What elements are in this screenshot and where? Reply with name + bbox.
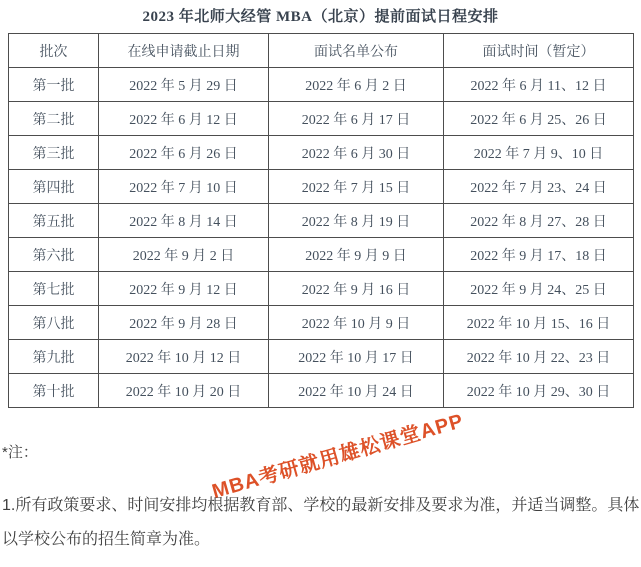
cell-apply-deadline: 2022 年 5 月 29 日 [99,68,269,102]
cell-apply-deadline: 2022 年 8 月 14 日 [99,204,269,238]
cell-interview-time: 2022 年 8 月 27、28 日 [444,204,634,238]
cell-list-publish: 2022 年 10 月 17 日 [269,340,444,374]
cell-list-publish: 2022 年 7 月 15 日 [269,170,444,204]
cell-batch: 第二批 [9,102,99,136]
cell-list-publish: 2022 年 8 月 19 日 [269,204,444,238]
cell-interview-time: 2022 年 7 月 9、10 日 [444,136,634,170]
cell-batch: 第三批 [9,136,99,170]
cell-apply-deadline: 2022 年 9 月 2 日 [99,238,269,272]
cell-list-publish: 2022 年 10 月 9 日 [269,306,444,340]
cell-apply-deadline: 2022 年 6 月 26 日 [99,136,269,170]
cell-interview-time: 2022 年 10 月 15、16 日 [444,306,634,340]
cell-list-publish: 2022 年 6 月 30 日 [269,136,444,170]
cell-interview-time: 2022 年 10 月 22、23 日 [444,340,634,374]
cell-apply-deadline: 2022 年 9 月 28 日 [99,306,269,340]
cell-interview-time: 2022 年 9 月 24、25 日 [444,272,634,306]
table-row [9,68,634,102]
interview-schedule-table [8,33,634,408]
cell-batch: 第七批 [9,272,99,306]
cell-interview-time: 2022 年 10 月 29、30 日 [444,374,634,408]
table-row [9,340,634,374]
table-row [9,238,634,272]
cell-apply-deadline: 2022 年 10 月 20 日 [99,374,269,408]
column-header-batch: 批次 [9,34,99,68]
cell-apply-deadline: 2022 年 10 月 12 日 [99,340,269,374]
cell-list-publish: 2022 年 9 月 16 日 [269,272,444,306]
cell-list-publish: 2022 年 9 月 9 日 [269,238,444,272]
cell-batch: 第六批 [9,238,99,272]
table-row [9,204,634,238]
cell-interview-time: 2022 年 6 月 25、26 日 [444,102,634,136]
cell-batch: 第一批 [9,68,99,102]
note-line-1: 1.所有政策要求、时间安排均根据教育部、学校的最新安排及要求为准，并适当调整。具体 [2,497,640,514]
cell-interview-time: 2022 年 6 月 11、12 日 [444,68,634,102]
note-line-2: 以学校公布的招生简章为准。 [2,531,211,548]
cell-apply-deadline: 2022 年 7 月 10 日 [99,170,269,204]
cell-batch: 第四批 [9,170,99,204]
cell-batch: 第十批 [9,374,99,408]
watermark-text: MBA考研就用雄松课堂APP [209,410,467,504]
header-row [9,34,634,68]
cell-list-publish: 2022 年 10 月 24 日 [269,374,444,408]
cell-apply-deadline: 2022 年 9 月 12 日 [99,272,269,306]
table-row [9,306,634,340]
table-row [9,136,634,170]
column-header-list-publish: 面试名单公布 [269,34,444,68]
table-row [9,170,634,204]
table-row [9,102,634,136]
cell-apply-deadline: 2022 年 6 月 12 日 [99,102,269,136]
cell-batch: 第八批 [9,306,99,340]
column-header-interview-time: 面试时间（暂定） [444,34,634,68]
table-row [9,374,634,408]
cell-list-publish: 2022 年 6 月 17 日 [269,102,444,136]
cell-interview-time: 2022 年 7 月 23、24 日 [444,170,634,204]
note-paragraph [2,489,641,557]
column-header-apply-deadline: 在线申请截止日期 [99,34,269,68]
page-title: 2023 年北师大经管 MBA（北京）提前面试日程安排 [142,9,499,25]
note-label: *注： [2,444,38,461]
cell-interview-time: 2022 年 9 月 17、18 日 [444,238,634,272]
table-row [9,272,634,306]
cell-list-publish: 2022 年 6 月 2 日 [269,68,444,102]
cell-batch: 第九批 [9,340,99,374]
cell-batch: 第五批 [9,204,99,238]
